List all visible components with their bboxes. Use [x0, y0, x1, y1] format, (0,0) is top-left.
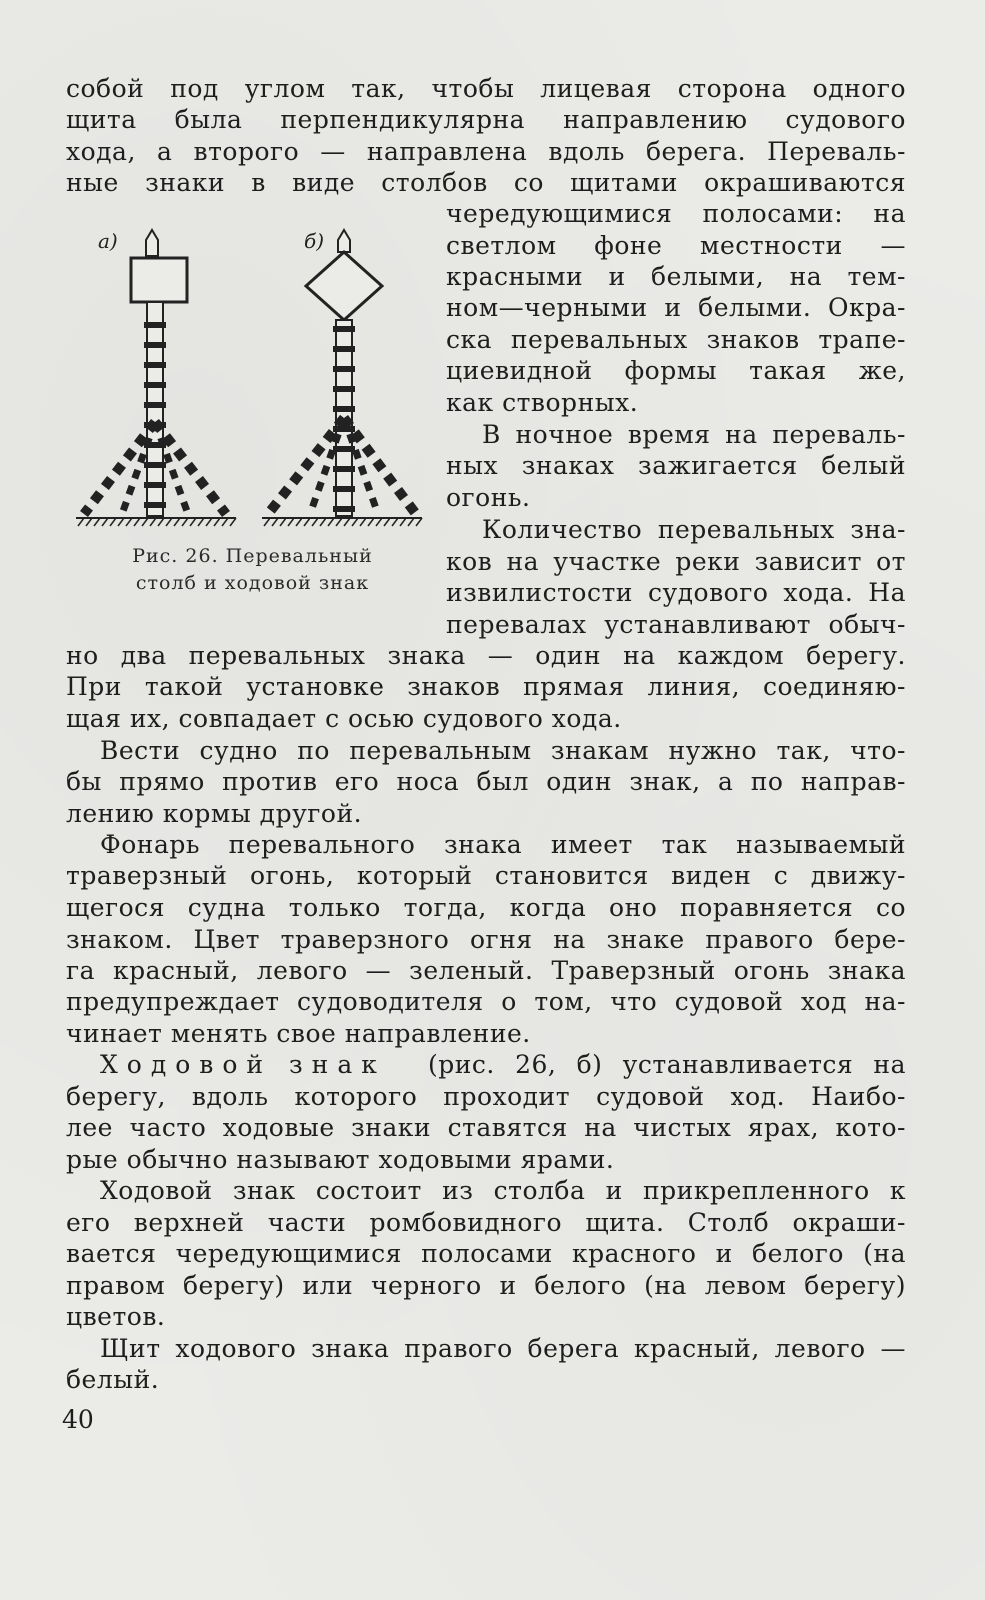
text-line: как створных.	[446, 388, 639, 417]
figure-caption-line-1: Рис. 26. Перевальный	[132, 545, 373, 567]
text-line: лению кормы другой.	[66, 799, 363, 828]
text-line: траверзный огонь, который становится виден с движу-	[66, 861, 906, 890]
figure-26	[70, 222, 435, 534]
text-line: предупреждает судоводителя о том, что судовой ход на-	[66, 987, 906, 1016]
perevalny-stolb-drawing	[76, 230, 236, 526]
text-line: ные знаки в виде столбов со щитами окрашиваются	[66, 168, 906, 197]
text-line: ска перевальных знаков трапе-	[446, 325, 906, 354]
text-line: его верхней части ромбовидного щита. Столб окраши-	[66, 1208, 906, 1237]
spaced-term-hodovoy-znak: Ходовой знак	[100, 1050, 386, 1079]
text-line: красными и белыми, на тем-	[446, 262, 906, 291]
text-line: ном—черными и белыми. Окра-	[446, 293, 906, 322]
text-line: чинает менять свое направление.	[66, 1019, 531, 1048]
figure-caption-line-2: столб и ходовой знак	[135, 572, 370, 594]
text-line: цветов.	[66, 1302, 166, 1331]
page-number: 40	[62, 1405, 94, 1434]
text-line: хода, а второго — направлена вдоль берега. Переваль-	[66, 137, 906, 166]
hodovoy-znak-drawing	[262, 230, 422, 526]
text-line: знаком. Цвет траверзного огня на знаке правого бере-	[66, 925, 906, 954]
text-line: В ночное время на переваль-	[482, 420, 906, 449]
figure-label-a: а)	[98, 229, 118, 253]
text-line: извилистости судового хода. На	[446, 578, 906, 607]
text-line: бы прямо против его носа был один знак, а по направ-	[66, 767, 906, 796]
text-line: ных знаках зажигается белый	[446, 451, 906, 480]
text-line: Количество перевальных зна-	[482, 515, 906, 544]
text-line: циевидной формы такая же,	[446, 356, 906, 385]
text-line: щая их, совпадает с осью судового хода.	[66, 704, 622, 733]
text-line: (рис. 26, б) устанавливается на	[428, 1050, 906, 1079]
text-line: собой под углом так, чтобы лицевая сторона одного	[66, 74, 906, 103]
text-line: ков на участке реки зависит от	[446, 547, 906, 576]
text-line: щита была перпендикулярна направлению судового	[66, 105, 906, 134]
text-line: Вести судно по перевальным знакам нужно так, что-	[100, 736, 906, 765]
text-line: лее часто ходовые знаки ставятся на чистых ярах, кото-	[66, 1113, 906, 1142]
text-line: но два перевальных знака — один на каждом берегу.	[66, 641, 906, 670]
text-line: вается чередующимися полосами красного и белого (на	[66, 1239, 906, 1268]
text-line: белый.	[66, 1365, 160, 1394]
text-line: Щит ходового знака правого берега красный, левого —	[100, 1334, 906, 1363]
figure-label-b: б)	[304, 229, 325, 253]
text-line: Фонарь перевального знака имеет так называемый	[100, 830, 906, 859]
text-line: При такой установке знаков прямая линия, соединяю-	[66, 672, 906, 701]
text-line: огонь.	[446, 483, 531, 512]
text-line: берегу, вдоль которого проходит судовой ход. Наибо-	[66, 1082, 906, 1111]
text-line: перевалах устанавливают обыч-	[446, 610, 906, 639]
text-line: Ходовой знак состоит из столба и прикрепленного к	[100, 1176, 906, 1205]
text-line: щегося судна только тогда, когда оно поравняется со	[66, 893, 906, 922]
text-line: светлом фоне местности —	[446, 231, 906, 260]
text-line: чередующимися полосами: на	[446, 199, 906, 228]
text-line: правом берегу) или черного и белого (на левом берегу)	[66, 1271, 906, 1300]
text-line: га красный, левого — зеленый. Траверзный огонь знака	[66, 956, 906, 985]
text-line: рые обычно называют ходовыми ярами.	[66, 1145, 615, 1174]
